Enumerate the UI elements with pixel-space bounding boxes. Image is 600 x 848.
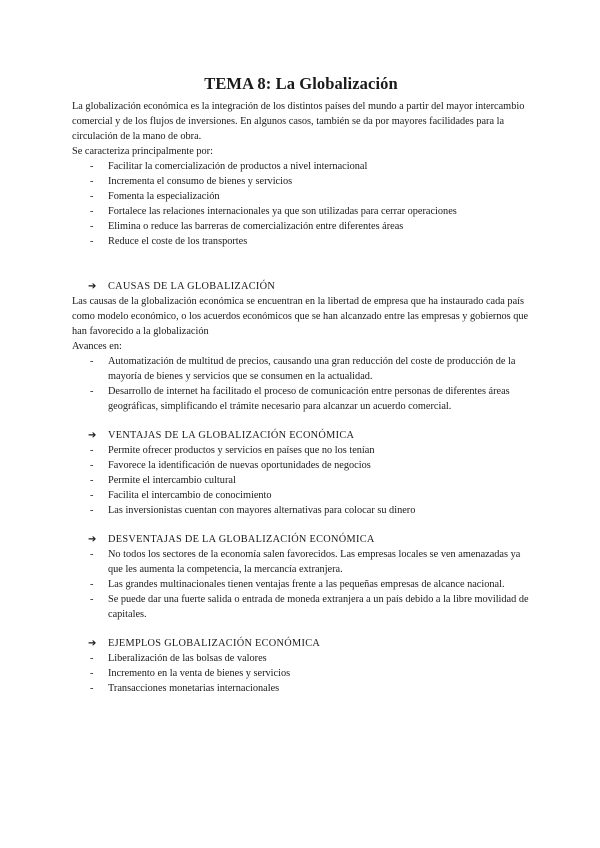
dash-bullet-icon: - [90,161,94,172]
list-item [72,666,530,681]
list-item [72,503,530,518]
dash-bullet-icon: - [90,683,94,694]
list-item [72,473,530,488]
dash-bullet-icon: - [90,221,94,232]
list-item [72,189,530,204]
advantages-heading-text: VENTAJAS DE LA GLOBALIZACIÓN ECONÓMICA [108,430,355,441]
dash-bullet-icon: - [90,356,94,367]
page-title: TEMA 8: La Globalización [204,74,398,93]
disadvantages-heading-text: DESVENTAJAS DE LA GLOBALIZACIÓN ECONÓMICA [108,534,375,545]
arrow-icon: ➔ [88,534,97,545]
document-page [72,74,530,696]
dash-bullet-icon: - [90,475,94,486]
dash-bullet-icon: - [90,579,94,590]
characterized-label: Se caracteriza principalmente por: [72,146,213,157]
causes-heading-text: CAUSAS DE LA GLOBALIZACIÓN [108,281,276,292]
causes-heading [72,279,530,294]
list-item-text: Incrementa el consumo de bienes y servicios [108,176,293,187]
list-item [72,681,530,696]
advantages-list [72,443,530,518]
disadvantages-list [72,547,530,622]
dash-bullet-icon: - [90,191,94,202]
list-item-text: Transacciones monetarias internacionales [108,683,280,694]
dash-bullet-icon: - [90,653,94,664]
list-item [72,159,530,174]
list-item [72,651,530,666]
list-item-text: Permite el intercambio cultural [108,475,236,486]
list-item [72,458,530,473]
list-item [72,354,530,384]
arrow-icon: ➔ [88,638,97,649]
list-item-text: No todos los sectores de la economía salen favorecidos. Las empresas locales se ven amenazadas ya que les aumenta la competencia, la mercancía extranjera. [108,549,521,575]
list-item-text: Fortalece las relaciones internacionales ya que son utilizadas para cerrar operaciones [108,206,457,217]
list-item-text: Se puede dar una fuerte salida o entrada de moneda extranjera a un país debido a la libre movilidad de capitales. [108,594,529,620]
dash-bullet-icon: - [90,549,94,560]
list-item-text: Elimina o reduce las barreras de comercialización entre diferentes áreas [108,221,404,232]
list-item-text: Permite ofrecer productos y servicios en países que no los tenían [108,445,375,456]
list-item [72,443,530,458]
dash-bullet-icon: - [90,176,94,187]
list-item-text: Reduce el coste de los transportes [108,236,248,247]
causes-paragraph: Las causas de la globalización económica se encuentran en la libertad de empresa que ha instaurado cada país como modelo económico, o los acuerdos económicos que se han alcanzado entre las empresas y gobiernos que han favorecido a la globalización [72,296,529,337]
list-item-text: Facilitar la comercialización de productos a nivel internacional [108,161,368,172]
list-item-text: Incremento en la venta de bienes y servicios [108,668,291,679]
advances-label: Avances en: [72,341,122,352]
list-item [72,234,530,249]
dash-bullet-icon: - [90,236,94,247]
list-item-text: Liberalización de las bolsas de valores [108,653,267,664]
list-item-text: Facilita el intercambio de conocimiento [108,490,272,501]
examples-heading-text: EJEMPLOS GLOBALIZACIÓN ECONÓMICA [108,638,321,649]
list-item [72,488,530,503]
disadvantages-heading [72,532,530,547]
intro-paragraph: La globalización económica es la integración de los distintos países del mundo a partir del mayor intercambio comercial y de los flujos de inversiones. En algunos casos, también se da por mayores facilidades para la circulación de la mano de obra. [72,101,525,142]
list-item-text: Automatización de multitud de precios, causando una gran reducción del coste de producción de la mayoría de bienes y servicios que se consumen en la actualidad. [108,356,516,382]
characteristics-list [72,159,530,249]
arrow-icon: ➔ [88,430,97,441]
dash-bullet-icon: - [90,460,94,471]
list-item [72,592,530,622]
list-item [72,204,530,219]
list-item-text: Las grandes multinacionales tienen ventajas frente a las pequeñas empresas de alcance nacional. [108,579,505,590]
list-item [72,174,530,189]
examples-list [72,651,530,696]
dash-bullet-icon: - [90,206,94,217]
list-item [72,219,530,234]
dash-bullet-icon: - [90,386,94,397]
dash-bullet-icon: - [90,505,94,516]
list-item-text: Favorece la identificación de nuevas oportunidades de negocios [108,460,371,471]
dash-bullet-icon: - [90,594,94,605]
dash-bullet-icon: - [90,668,94,679]
dash-bullet-icon: - [90,490,94,501]
list-item-text: Fomenta la especialización [108,191,220,202]
list-item-text: Desarrollo de internet ha facilitado el proceso de comunicación entre personas de diferentes áreas geográficas, simplificando el trámite necesario para alcanzar un acuerdo comercial. [108,386,510,412]
arrow-icon: ➔ [88,281,97,292]
dash-bullet-icon: - [90,445,94,456]
advances-list [72,354,530,414]
list-item [72,384,530,414]
advantages-heading [72,428,530,443]
list-item [72,547,530,577]
examples-heading [72,636,530,651]
list-item [72,577,530,592]
list-item-text: Las inversionistas cuentan con mayores alternativas para colocar su dinero [108,505,416,516]
